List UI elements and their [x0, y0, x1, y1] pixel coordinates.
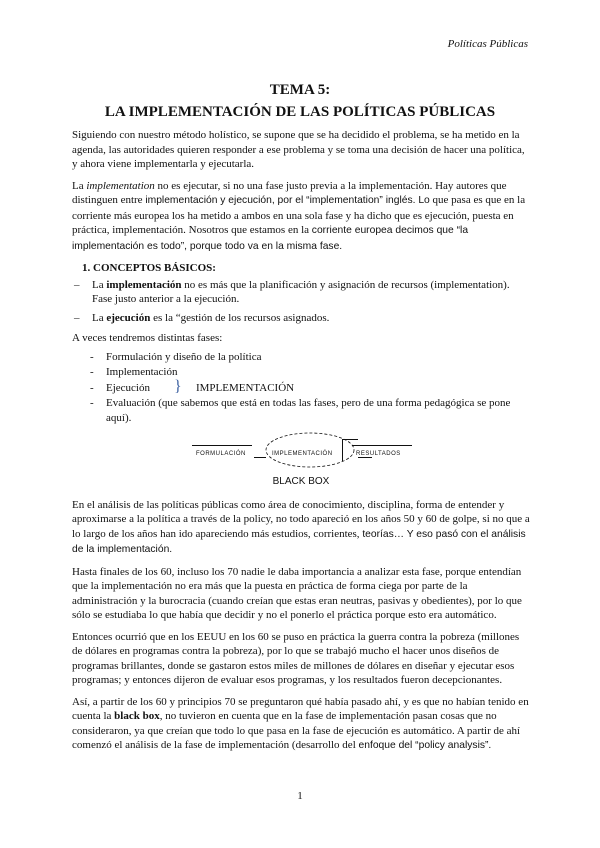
diagram-label-implementation: IMPLEMENTACIÓN — [272, 451, 333, 457]
list-item: - Implementación — [90, 366, 178, 378]
list-item: – La implementación no es más que la planificación y asignación de recursos (implementation). Fase justo anterior a la ejecución. — [74, 278, 510, 305]
brace-icon: } — [173, 377, 182, 395]
diagram-line — [342, 439, 343, 461]
diagram-line — [342, 439, 358, 440]
term-black-box: black box — [114, 710, 160, 722]
brace-label: IMPLEMENTACIÓN — [195, 381, 295, 394]
phases-list — [72, 350, 530, 426]
running-header: Políticas Públicas — [447, 38, 528, 50]
list-item: – La ejecución es la “gestión de los recursos asignados. — [74, 311, 330, 324]
paragraph-implementation-definition: La implementation no es ejecutar, si no una fase justo previa a la implementación. Hay autores que distinguen entre implementación y ejecución, por el “implementation” inglés. Lo que pasa es que en la corriente más europea los ha metido a ambos en una sola fase y ha dicho que es ejecución, puesta en práctica, implementación. Nosotros que estamos en la corriente europea decimos que “la implementación es todo”, porque todo va en la misma fase. — [72, 179, 526, 252]
list-item: - Evaluación (que sabemos que está en todas las fases, pero de una forma pedagógica se pone aquí). — [90, 397, 511, 424]
concepts-list — [72, 278, 530, 326]
chapter-number: TEMA 5: — [269, 82, 331, 98]
document-body — [72, 128, 530, 761]
list-item: - Ejecución } IMPLEMENTACIÓN — [90, 377, 295, 395]
paragraph-intro: Siguiendo con nuestro método holístico, se supone que se ha decidido el problema, se ha metido en la agenda, las autoridades quieren responder a ese problema y se toma una decisión de hacer una política, y ahora viene implementarla y ejecutarla. — [72, 129, 525, 170]
paragraph-black-box: Así, a partir de los 60 y principios 70 se preguntaron qué había pasado ahí, y es que no habían tenido en cuenta la black box, no tuvieron en cuenta que en la fase de implementación pasan cosas que no consideraron, ya que creían que todo lo que pasa en la fase de ejecución es automático. A partir de ahí comenzó el análisis de la fase de implementación (desarrollo del enfoque del “policy analysis”. — [72, 695, 529, 751]
diagram-line — [352, 445, 412, 446]
diagram-line — [192, 445, 252, 446]
diagram-label-results: RESULTADOS — [356, 451, 401, 457]
paragraph-history: En el análisis de las políticas públicas como área de conocimiento, disciplina, forma de entender y aproximarse a la política a través de la policy, no todo apareció en los años 50 y 60 de golpe, si no que a lo largo de los años han ido apareciendo más estudios, corrientes, teorías… Y eso pasó con el análisis de la implementación. — [72, 498, 530, 555]
black-box-caption: BLACK BOX — [272, 476, 330, 487]
section-heading: 1. CONCEPTOS BÁSICOS: — [82, 262, 216, 274]
chapter-title: LA IMPLEMENTACIÓN DE LAS POLÍTICAS PÚBLICAS — [104, 104, 496, 120]
list-item: - Formulación y diseño de la política — [90, 350, 262, 363]
paragraph-sixties: Hasta finales de los 60, incluso los 70 nadie le daba importancia a analizar esta fase, porque entendían que la implementación no era más que la puesta en práctica de forma ciega por parte de la administración y la burocracia (cuando creían que estas eran neutras, pasivas y obedientes), por lo que sólo se estudiaba lo que había que decidir y no el ponerlo el práctica porque esto era automático. — [72, 565, 522, 621]
phases-intro: A veces tendremos distintas fases: — [72, 332, 223, 344]
diagram-label-formulation: FORMULACIÓN — [196, 451, 246, 457]
page-number: 1 — [297, 790, 303, 802]
term-implementation: implementation — [86, 179, 155, 192]
implementation-diagram — [72, 431, 530, 469]
paragraph-war-on-poverty: Entonces ocurrió que en los EEUU en los 60 se puso en práctica la guerra contra la pobreza (millones de dólares en programas contra la pobreza), por lo que se trabajó mucho el hacer unos diseños de programas brillantes, donde se gastaron estos miles de millones de dólares en diseñar y ejecutar esos programas; y entonces dijeron de evaluar esos programas, y los resultados fueron decepcionantes. — [72, 630, 520, 686]
